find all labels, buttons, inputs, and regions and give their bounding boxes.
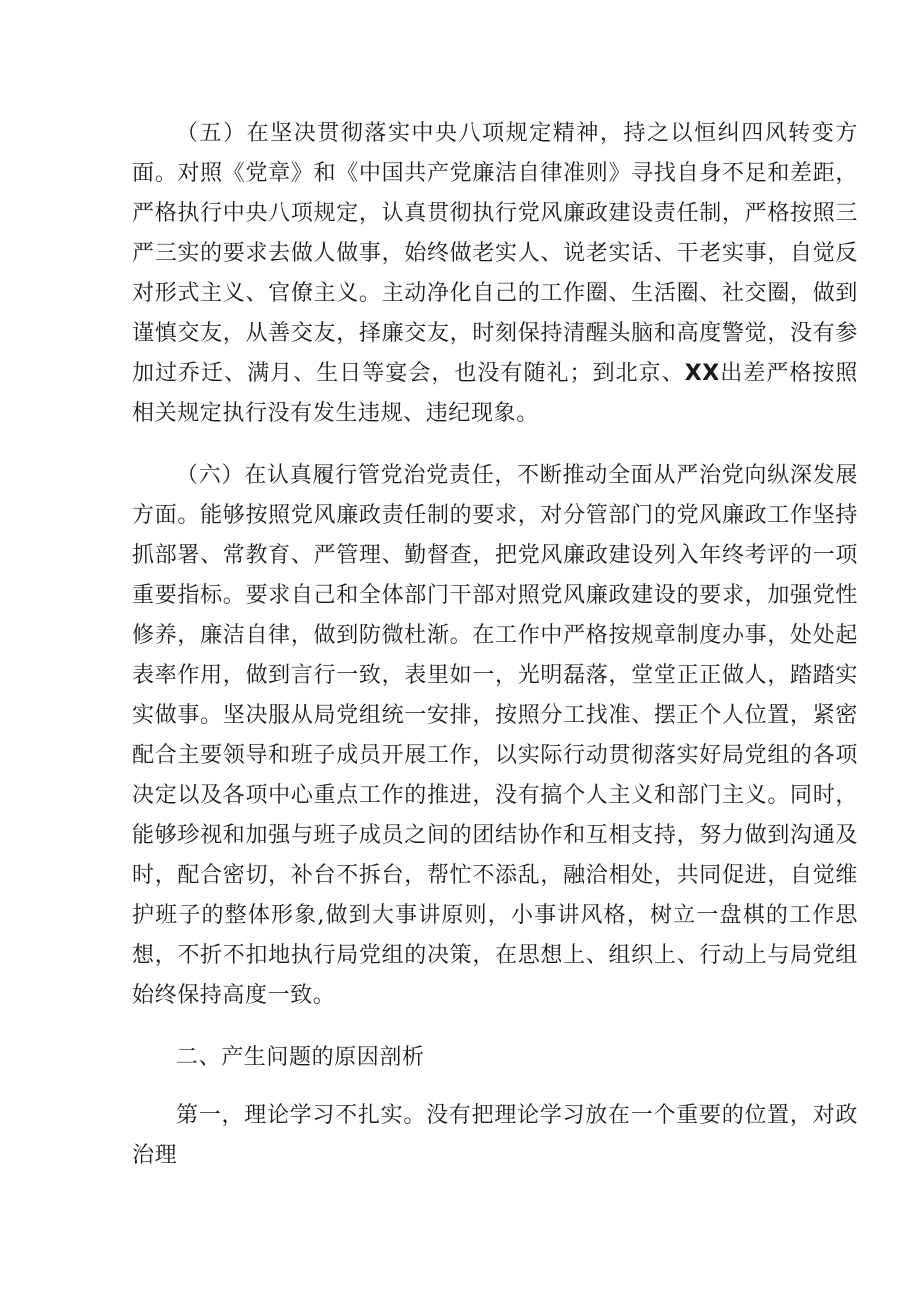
redacted-place-name: XX bbox=[684, 361, 720, 386]
paragraph-section-6: （六）在认真履行管党治党责任，不断推动全面从严治党向纵深发展方面。能够按照党风廉政责任制的要求，对分管部门的党风廉政工作坚持抓部署、常教育、严管理、勤督查，把党风廉政建设列入年终考评的一项重要指标。要求自己和全体部门干部对照党风廉政建设的要求，加强党性修养，廉洁自律，做到防微杜渐。在工作中严格按规章制度办事，处处起表率作用，做到言行一致，表里如一，光明磊落，堂堂正正做人，踏踏实实做事。坚决服从局党组统一安排，按照分工找准、摆正个人位置，紧密配合主要领导和班子成员开展工作，以实际行动贯彻落实好局党组的各项决定以及各项中心重点工作的推进，没有搞个人主义和部门主义。同时，能够珍视和加强与班子成员之间的团结协作和互相支持，努力做到沟通及时，配合密切，补台不拆台，帮忙不添乱，融洽相处，共同促进，自觉维护班子的整体形象,做到大事讲原则，小事讲风格，树立一盘棋的工作思想，不折不扣地执行局党组的决策，在思想上、组织上、行动上与局党组始终保持高度一致。 bbox=[132, 463, 858, 1008]
paragraph-section-5-text: （五）在坚决贯彻落实中央八项规定精神，持之以恒纠四风转变方面。对照《党章》和《中国共产党廉洁自律准则》寻找自身不足和差距，严格执行中央八项规定，认真贯彻执行党风廉政建设责任制，严格按照三严三实的要求去做人做事，始终做老实人、说老实话、干老实事，自觉反对形式主义、官僚主义。主动净化自己的工作圈、生活圈、社交圈，做到谨慎交友，从善交友，择廉交友，时刻保持清醒头脑和高度警觉，没有参加过乔迁、满月、生日等宴会，也没有随礼；到北京、 bbox=[132, 121, 858, 386]
document-body bbox=[132, 114, 858, 1176]
paragraph-section-5 bbox=[132, 114, 858, 434]
paragraph-first-cause: 第一，理论学习不扎实。没有把理论学习放在一个重要的位置，对政治理 bbox=[132, 1103, 858, 1168]
section-heading-cause-analysis: 二、产生问题的原因剖析 bbox=[176, 1045, 425, 1070]
paragraph-section-5-text-end: 出差严格按照相关规定执行没有发生违规、违纪现象。 bbox=[132, 361, 859, 426]
